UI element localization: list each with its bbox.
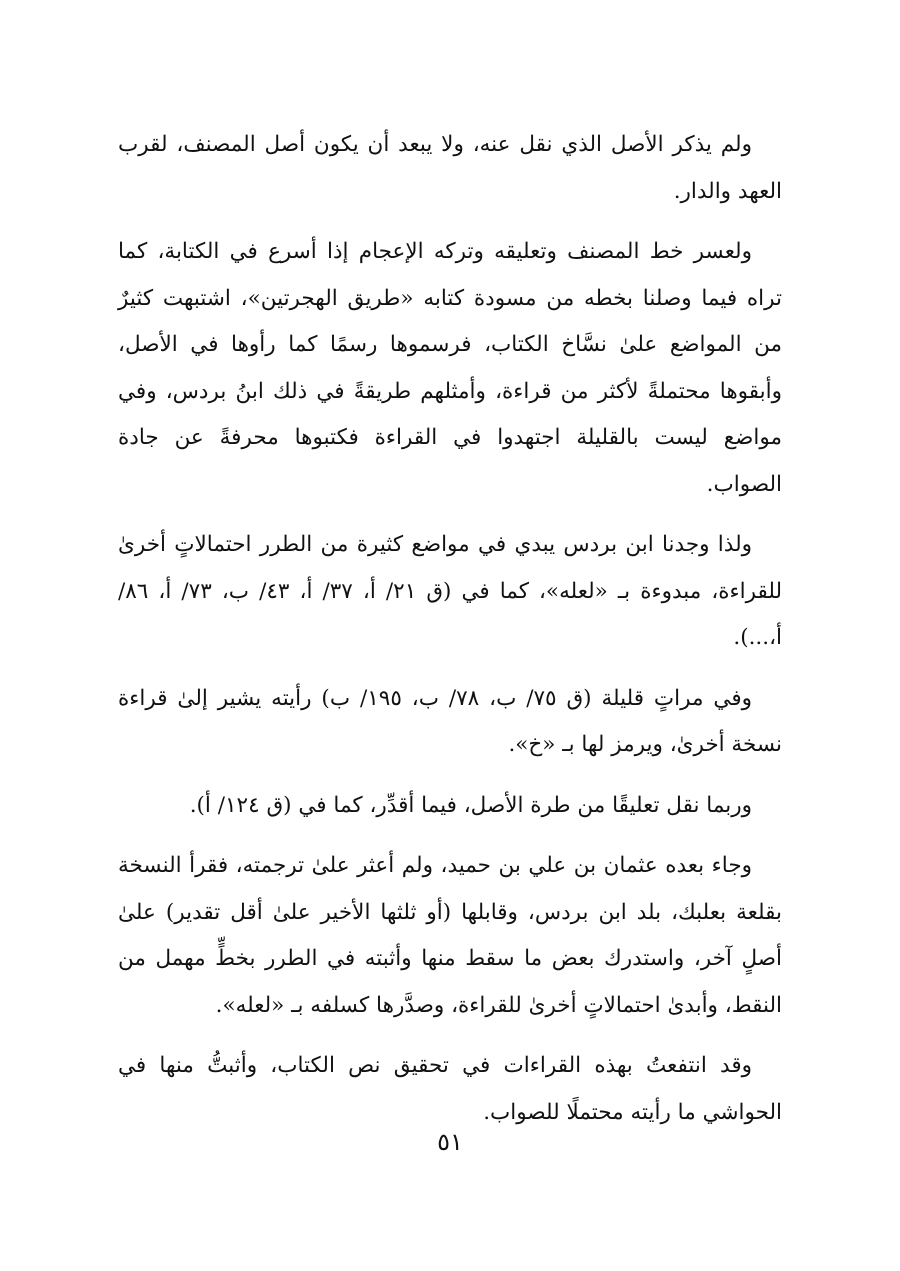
paragraph-2: ولعسر خط المصنف وتعليقه وتركه الإعجام إذا أسرع في الكتابة، كما تراه فيما وصلنا بخطه من مسودة كتابه «طريق الهجرتين»، اشتبهت كثيرٌ من المواضع علىٰ نسَّاخ الكتاب، فرسموها رسمًا كما رأوها في الأصل، وأبقوها محتملةً لأكثر من قراءة، وأمثلهم طريقةً في ذلك ابنُ بردس، وفي مواضع ليست بالقليلة اجتهدوا في القراءة فكتبوها محرفةً عن جادة الصواب. bbox=[118, 239, 783, 497]
paragraph-3: ولذا وجدنا ابن بردس يبدي في مواضع كثيرة من الطرر احتمالاتٍ أخرىٰ للقراءة، مبدوءة بـ «لعله»، كما في (ق ٢١/ أ، ٣٧/ أ، ٤٣/ ب، ٧٣/ أ، ٨٦/ أ،...). bbox=[118, 532, 783, 650]
paragraph-7: وقد انتفعتُ بهذه القراءات في تحقيق نص الكتاب، وأثبتُّ منها في الحواشي ما رأيته محتملًا للصواب. bbox=[118, 1053, 782, 1125]
paragraph-6: وجاء بعده عثمان بن علي بن حميد، ولم أعثر علىٰ ترجمته، فقرأ النسخة بقلعة بعلبك، بلد ابن بردس، وقابلها (أو ثلثها الأخير علىٰ أقل تقدير) علىٰ أصلٍ آخر، واستدرك بعض ما سقط منها وأثبته في الطرر بخطٍّ مهمل من النقط، وأبدىٰ احتمالاتٍ أخرىٰ للقراءة، وصدَّرها كسلفه بـ «لعله». bbox=[118, 853, 782, 1018]
paragraph-1: ولم يذكر الأصل الذي نقل عنه، ولا يبعد أن يكون أصل المصنف، لقرب العهد والدار. bbox=[118, 132, 782, 204]
paragraph-5: وربما نقل تعليقًا من طرة الأصل، فيما أقدِّر، كما في (ق ١٢٤/ أ). bbox=[189, 792, 752, 818]
paragraph-4: وفي مراتٍ قليلة (ق ٧٥/ ب، ٧٨/ ب، ١٩٥/ ب) رأيته يشير إلىٰ قراءة نسخة أخرىٰ، ويرمز لها بـ «خ». bbox=[118, 685, 782, 757]
page-number: ٥١ bbox=[437, 1128, 463, 1156]
